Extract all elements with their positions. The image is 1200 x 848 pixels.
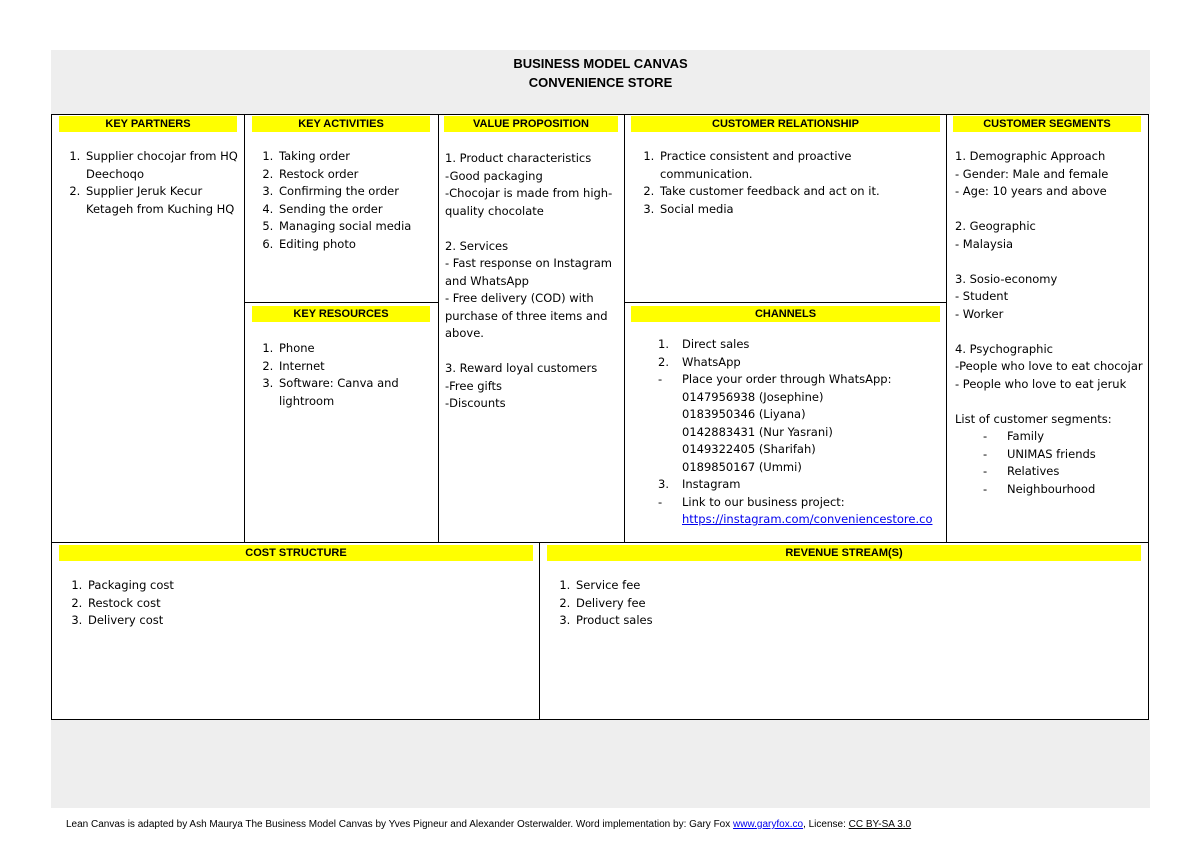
key-resources-header: KEY RESOURCES — [252, 306, 430, 322]
revenue-streams-header: REVENUE STREAM(S) — [547, 545, 1141, 561]
customer-segment-line: - Student — [955, 289, 1009, 303]
key-activity-item: 5. Managing social media — [277, 218, 435, 236]
key-partner-item: 1. Supplier chocojar from HQ Deechoqo — [84, 148, 240, 183]
customer-relationship-body — [634, 148, 940, 218]
channels-body — [658, 336, 944, 529]
value-proposition-line: -Discounts — [445, 396, 506, 410]
customer-segment-line: -People who love to eat chocojar — [955, 359, 1143, 373]
cost-structure-header: COST STRUCTURE — [59, 545, 533, 561]
value-proposition-line: -Chocojar is made from high-quality chocolate — [445, 186, 613, 218]
revenue-item: 1. Service fee — [574, 577, 1130, 595]
cost-item: 3. Delivery cost — [86, 612, 522, 630]
whatsapp-contact: 0149322405 (Sharifah) — [682, 442, 816, 456]
key-resource-item: 2. Internet — [277, 358, 435, 376]
value-proposition-line: -Good packaging — [445, 168, 543, 183]
customer-segments-body — [955, 148, 1145, 498]
customer-segment-list-item: - UNIMAS friends — [1007, 446, 1145, 464]
divider — [946, 114, 947, 543]
customer-segment-line: 3. Sosio-economy — [955, 271, 1058, 286]
key-partner-item: 2. Supplier Jeruk Kecur Ketageh from Kuching HQ — [84, 183, 240, 218]
channels-header: CHANNELS — [631, 306, 940, 322]
canvas-title-line2: CONVENIENCE STORE — [528, 75, 673, 90]
value-proposition-line: - Fast response on Instagram and WhatsApp — [445, 256, 616, 288]
customer-segment-line: - Malaysia — [955, 236, 1014, 251]
divider — [624, 114, 625, 543]
value-proposition-line: - Free delivery (COD) with purchase of three items and above. — [445, 291, 612, 340]
customer-segment-line: 2. Geographic — [955, 219, 1036, 233]
cost-item: 2. Restock cost — [86, 595, 522, 613]
key-activities-list — [253, 148, 435, 253]
customer-segment-line: List of customer segments: — [955, 411, 1112, 426]
value-proposition-line: -Free gifts — [445, 378, 503, 393]
divider — [438, 114, 439, 543]
whatsapp-contact: 0189850167 (Ummi) — [682, 459, 802, 474]
footer-text: Lean Canvas is adapted by Ash Maurya The Business Model Canvas by Yves Pigneur and Alexander Osterwalder. Word implementation by: Gary Fox — [66, 819, 734, 830]
revenue-item: 3. Product sales — [574, 612, 1130, 630]
customer-segment-line — [955, 201, 1145, 219]
divider — [244, 302, 438, 303]
value-proposition-line — [445, 343, 619, 361]
key-activities-header: KEY ACTIVITIES — [252, 116, 430, 132]
key-activity-item: 3. Confirming the order — [277, 183, 435, 201]
key-resource-item: 3. Software: Canva and lightroom — [277, 375, 435, 410]
canvas-title-line1: BUSINESS MODEL CANVAS — [513, 56, 688, 71]
cost-structure-body — [62, 577, 522, 630]
divider — [539, 542, 540, 720]
key-activity-item: 6. Editing photo — [277, 236, 435, 254]
customer-segments-header: CUSTOMER SEGMENTS — [953, 116, 1141, 132]
channels-whatsapp-note: - Place your order through WhatsApp: — [658, 372, 892, 386]
divider — [624, 302, 946, 303]
channels-instagram-link-wrap — [658, 511, 944, 529]
value-proposition-line: 2. Services — [445, 238, 509, 253]
channels-item-2: 2. WhatsApp — [658, 354, 741, 369]
bottom-band — [51, 720, 1150, 808]
whatsapp-contact: 0183950346 (Liyana) — [682, 407, 806, 421]
cost-structure-list — [62, 577, 522, 630]
value-proposition-header: VALUE PROPOSITION — [444, 116, 618, 132]
footer-link[interactable]: www.garyfox.co — [733, 819, 804, 830]
customer-segment-line — [955, 393, 1145, 411]
customer-relationship-item: 1. Practice consistent and proactive communication. — [658, 148, 940, 183]
key-activity-item: 2. Restock order — [277, 166, 435, 184]
customer-segment-line: 1. Demographic Approach — [955, 149, 1106, 163]
channels-item-1: 1. Direct sales — [658, 337, 750, 351]
footer-license-prefix: , License: — [803, 819, 849, 830]
value-proposition-line — [445, 220, 619, 238]
customer-segment-line: - Worker — [955, 306, 1004, 321]
customer-segment-line: - Gender: Male and female — [955, 166, 1109, 181]
customer-segment-line — [955, 323, 1145, 341]
key-partners-header: KEY PARTNERS — [59, 116, 237, 132]
customer-segment-list-item: - Neighbourhood — [1007, 481, 1145, 499]
key-activities-body — [253, 148, 435, 253]
footer — [66, 819, 911, 830]
divider — [51, 542, 1149, 543]
customer-segment-line — [955, 253, 1145, 271]
instagram-link[interactable]: https://instagram.com/conveniencestore.co — [682, 512, 933, 526]
channels-item-3: 3. Instagram — [658, 477, 741, 491]
key-partners-body — [60, 148, 240, 218]
revenue-streams-body — [550, 577, 1130, 630]
customer-relationship-item: 2. Take customer feedback and act on it. — [658, 183, 940, 201]
divider — [244, 114, 245, 543]
key-activity-item: 1. Taking order — [277, 148, 435, 166]
value-proposition-line: 3. Reward loyal customers — [445, 361, 598, 375]
customer-segment-line: 4. Psychographic — [955, 341, 1053, 356]
channels-contacts — [658, 389, 944, 477]
customer-relationship-list — [634, 148, 940, 218]
customer-segment-list-item: - Family — [1007, 428, 1145, 446]
customer-relationship-item: 3. Social media — [658, 201, 940, 219]
value-proposition-body — [445, 150, 619, 413]
customer-segment-line: - People who love to eat jeruk — [955, 376, 1127, 391]
key-partners-list — [60, 148, 240, 218]
customer-relationship-header: CUSTOMER RELATIONSHIP — [631, 116, 940, 132]
customer-segments-lines — [955, 148, 1145, 428]
revenue-item: 2. Delivery fee — [574, 595, 1130, 613]
footer-license[interactable]: CC BY-SA 3.0 — [848, 819, 912, 830]
whatsapp-contact: 0142883431 (Nur Yasrani) — [682, 424, 833, 439]
key-resources-list — [253, 340, 435, 410]
customer-segments-list — [955, 428, 1145, 498]
key-resources-body — [253, 340, 435, 410]
key-activity-item: 4. Sending the order — [277, 201, 435, 219]
customer-segment-line: - Age: 10 years and above — [955, 184, 1107, 198]
cost-item: 1. Packaging cost — [86, 577, 522, 595]
whatsapp-contact: 0147956938 (Josephine) — [682, 389, 824, 404]
customer-segment-list-item: - Relatives — [1007, 463, 1145, 481]
value-proposition-line: 1. Product characteristics — [445, 151, 592, 165]
key-resource-item: 1. Phone — [277, 340, 435, 358]
revenue-streams-list — [550, 577, 1130, 630]
canvas-title — [51, 54, 1150, 92]
channels-link-note: - Link to our business project: — [658, 494, 845, 509]
